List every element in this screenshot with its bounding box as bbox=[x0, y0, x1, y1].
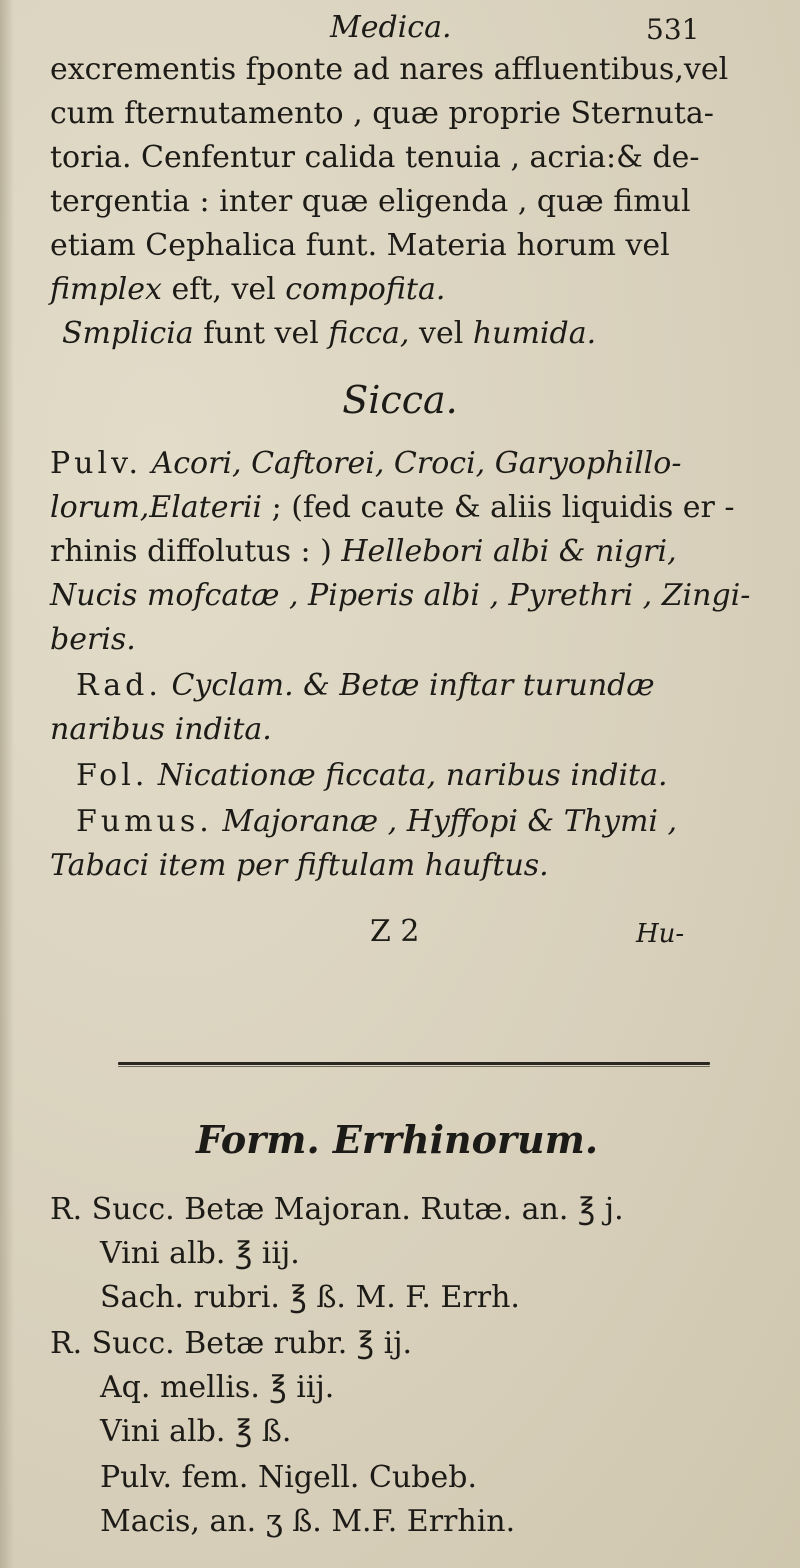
fumus-text: Majoranæ , Hyffopi & Thymi , bbox=[212, 804, 678, 839]
pulv-ingredients: Acori, Caftorei, Croci, Garyophillo- bbox=[142, 446, 682, 481]
running-head: Medica. bbox=[330, 10, 452, 45]
fumus-line-2: Tabaci item per fiftulam hauftus. bbox=[50, 848, 549, 883]
fol-text: Nicationæ ficcata, naribus indita. bbox=[148, 758, 668, 793]
pulv-line-3 bbox=[50, 534, 677, 570]
section-heading: Sicca. bbox=[342, 378, 458, 422]
text-fragment: funt vel bbox=[193, 316, 329, 351]
recipe-line-5: Aq. mellis. ℥ iij. bbox=[100, 1370, 335, 1405]
recipe-line-6: Vini alb. ℥ ß. bbox=[100, 1414, 292, 1449]
text-fragment: ; (fed caute & aliis liquidis er - bbox=[262, 490, 735, 525]
pulv-line-4: Nucis mofcatæ , Piperis albi , Pyrethri , Zingi- bbox=[50, 578, 751, 613]
recipe-line-1: R. Succ. Betæ Majoran. Rutæ. an. ℥ j. bbox=[50, 1192, 624, 1227]
term-simplicia: Smplicia bbox=[62, 316, 194, 351]
text-line-3: toria. Cenfentur calida tenuia , acria:& de- bbox=[50, 140, 700, 175]
recipe-line-4: R. Succ. Betæ rubr. ℥ ij. bbox=[50, 1326, 413, 1361]
entry-label-fumus: Fumus. bbox=[76, 804, 213, 839]
entry-label-pulv: Pulv. bbox=[50, 446, 143, 481]
rad-line-2: naribus indita. bbox=[50, 712, 272, 747]
term-humida: humida. bbox=[472, 316, 597, 351]
recipe-line-7: Pulv. fem. Nigell. Cubeb. bbox=[100, 1460, 477, 1495]
rad-line-1 bbox=[76, 668, 655, 704]
pulv-line-1 bbox=[50, 446, 681, 482]
pulv-line-2 bbox=[50, 490, 735, 526]
pulv-line-5: beris. bbox=[50, 622, 136, 657]
signature-mark: Z 2 bbox=[370, 914, 420, 949]
text-line-1: excrementis fponte ad nares affluentibus,vel bbox=[50, 52, 729, 87]
term-composita: compofita. bbox=[285, 272, 446, 307]
divider-rule-thin bbox=[118, 1066, 710, 1067]
text-fragment: eft, vel bbox=[161, 272, 286, 307]
entry-label-rad: Rad. bbox=[76, 668, 162, 703]
rad-text: Cyclam. & Betæ inftar turundæ bbox=[161, 668, 655, 703]
text-fragment: rhinis diffolutus : ) bbox=[50, 534, 342, 569]
text-line-4: tergentia : inter quæ eligenda , quæ fimul bbox=[50, 184, 691, 219]
term-simplex: fimplex bbox=[50, 272, 162, 307]
fumus-line-1 bbox=[76, 804, 677, 840]
divider-rule bbox=[118, 1062, 710, 1065]
text-line-6 bbox=[50, 272, 445, 308]
term-sicca: ficca, bbox=[328, 316, 410, 351]
pulv-elaterii: lorum,Elaterii bbox=[50, 490, 263, 525]
recipe-line-2: Vini alb. ℥ iij. bbox=[100, 1236, 300, 1271]
form-heading: Form. Errhinorum. bbox=[196, 1117, 599, 1162]
pulv-hellebori: Hellebori albi & nigri, bbox=[341, 534, 677, 569]
text-line-2: cum fternutamento , quæ proprie Sternuta- bbox=[50, 96, 714, 131]
recipe-line-3: Sach. rubri. ℥ ß. M. F. Errh. bbox=[100, 1280, 520, 1315]
catchword: Hu- bbox=[636, 919, 685, 949]
text-line-5: etiam Cephalica funt. Materia horum vel bbox=[50, 228, 670, 263]
fol-line bbox=[76, 758, 668, 794]
page-gutter-shadow bbox=[0, 0, 14, 1568]
text-fragment: vel bbox=[409, 316, 473, 351]
text-line-7 bbox=[62, 316, 596, 352]
entry-label-fol: Fol. bbox=[76, 758, 149, 793]
recipe-line-8: Macis, an. ʒ ß. M.F. Errhin. bbox=[100, 1504, 516, 1539]
page-number: 531 bbox=[646, 13, 700, 46]
